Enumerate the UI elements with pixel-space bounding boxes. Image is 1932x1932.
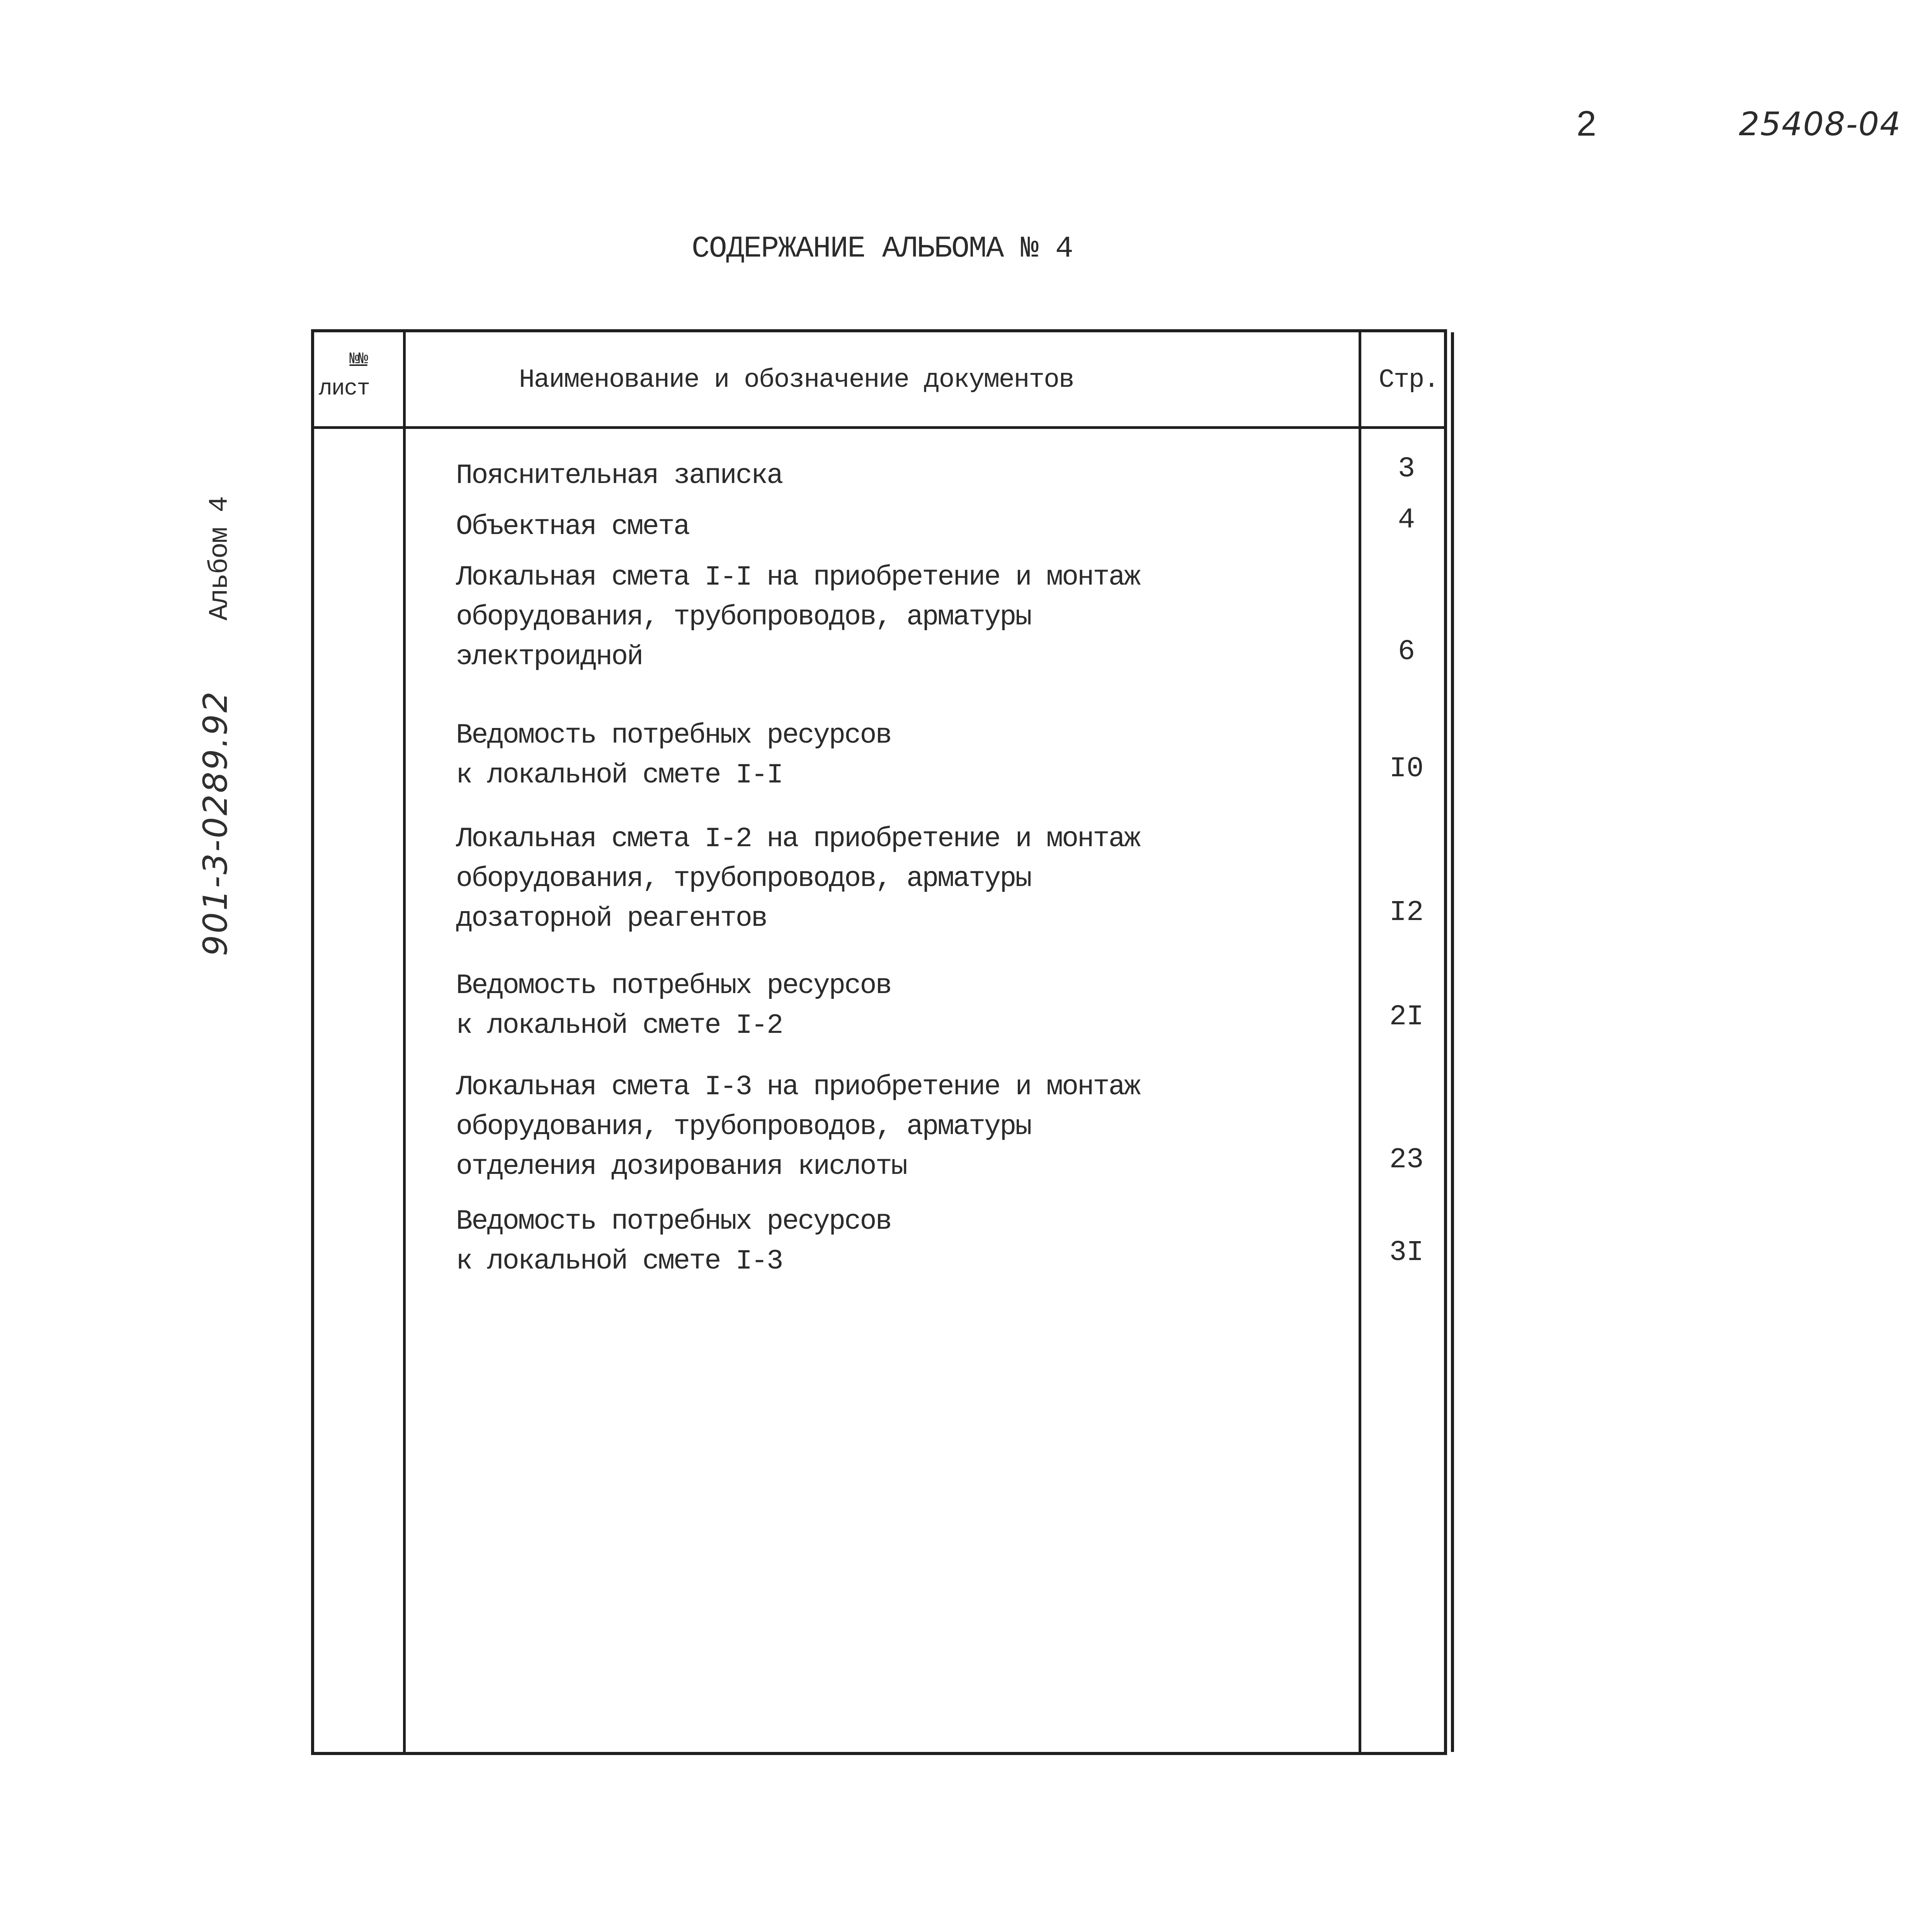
side-stamp [196, 497, 236, 956]
page-number: 2 [1577, 104, 1597, 143]
row-text: Локальная смета I-3 на приобретение и монтаж [456, 1071, 1140, 1103]
row-text: Объектная смета [456, 511, 689, 543]
row-text: Ведомость потребных ресурсов [456, 719, 891, 751]
table-row [456, 507, 1383, 547]
page-ref: 6 [1398, 636, 1415, 668]
page-ref: 3I [1389, 1236, 1424, 1269]
row-text: Ведомость потребных ресурсов [456, 970, 891, 1002]
row-text: отделения дозирования кислоты [456, 1151, 907, 1182]
row-text: Пояснительная записка [456, 460, 782, 492]
row-text: дозаторной реагентов [456, 903, 767, 934]
page-ref: 3 [1398, 453, 1415, 485]
table-row [456, 1202, 1383, 1281]
side-stamp-album: Альбом 4 [205, 497, 235, 621]
table-row [456, 819, 1383, 939]
table-row [456, 716, 1383, 795]
row-text: Ведомость потребных ресурсов [456, 1206, 891, 1237]
table-row [456, 966, 1383, 1046]
document-code: 25408-04 [1739, 105, 1901, 143]
row-text: к локальной смете I-I [456, 759, 782, 791]
page-ref: 4 [1398, 504, 1415, 536]
side-stamp-code: 901-3-0289.92 [196, 690, 235, 956]
column-divider-sheet [403, 332, 406, 1752]
header-page: Стр. [1379, 365, 1439, 395]
row-text: Локальная смета I-I на приобретение и монтаж [456, 561, 1140, 593]
row-text: к локальной смете I-3 [456, 1245, 782, 1277]
row-text: электроидной [456, 641, 643, 673]
table-row [456, 558, 1383, 677]
header-sheet-number [319, 344, 398, 404]
header-document-name: Наименование и обозначение документов [519, 365, 1074, 395]
row-text: оборудования, трубопроводов, арматуры [456, 601, 1031, 633]
page-ref: I0 [1389, 753, 1424, 785]
table-outer-rule [1451, 332, 1454, 1752]
header-sheet-mark: №№ [349, 350, 367, 368]
page-title: СОДЕРЖАНИЕ АЛЬБОМА № 4 [692, 232, 1073, 266]
header-sheet-label: лист [319, 376, 370, 401]
row-text: оборудования, трубопроводов, арматуры [456, 863, 1031, 895]
page-ref: I2 [1389, 896, 1424, 929]
page-ref: 2I [1389, 1001, 1424, 1033]
table-row [456, 1067, 1383, 1187]
table-row [456, 456, 1383, 496]
row-text: к локальной смете I-2 [456, 1010, 782, 1041]
header-divider [314, 426, 1444, 429]
page-ref: 23 [1389, 1144, 1424, 1176]
row-text: Локальная смета I-2 на приобретение и монтаж [456, 823, 1140, 855]
row-text: оборудования, трубопроводов, арматуры [456, 1111, 1031, 1143]
